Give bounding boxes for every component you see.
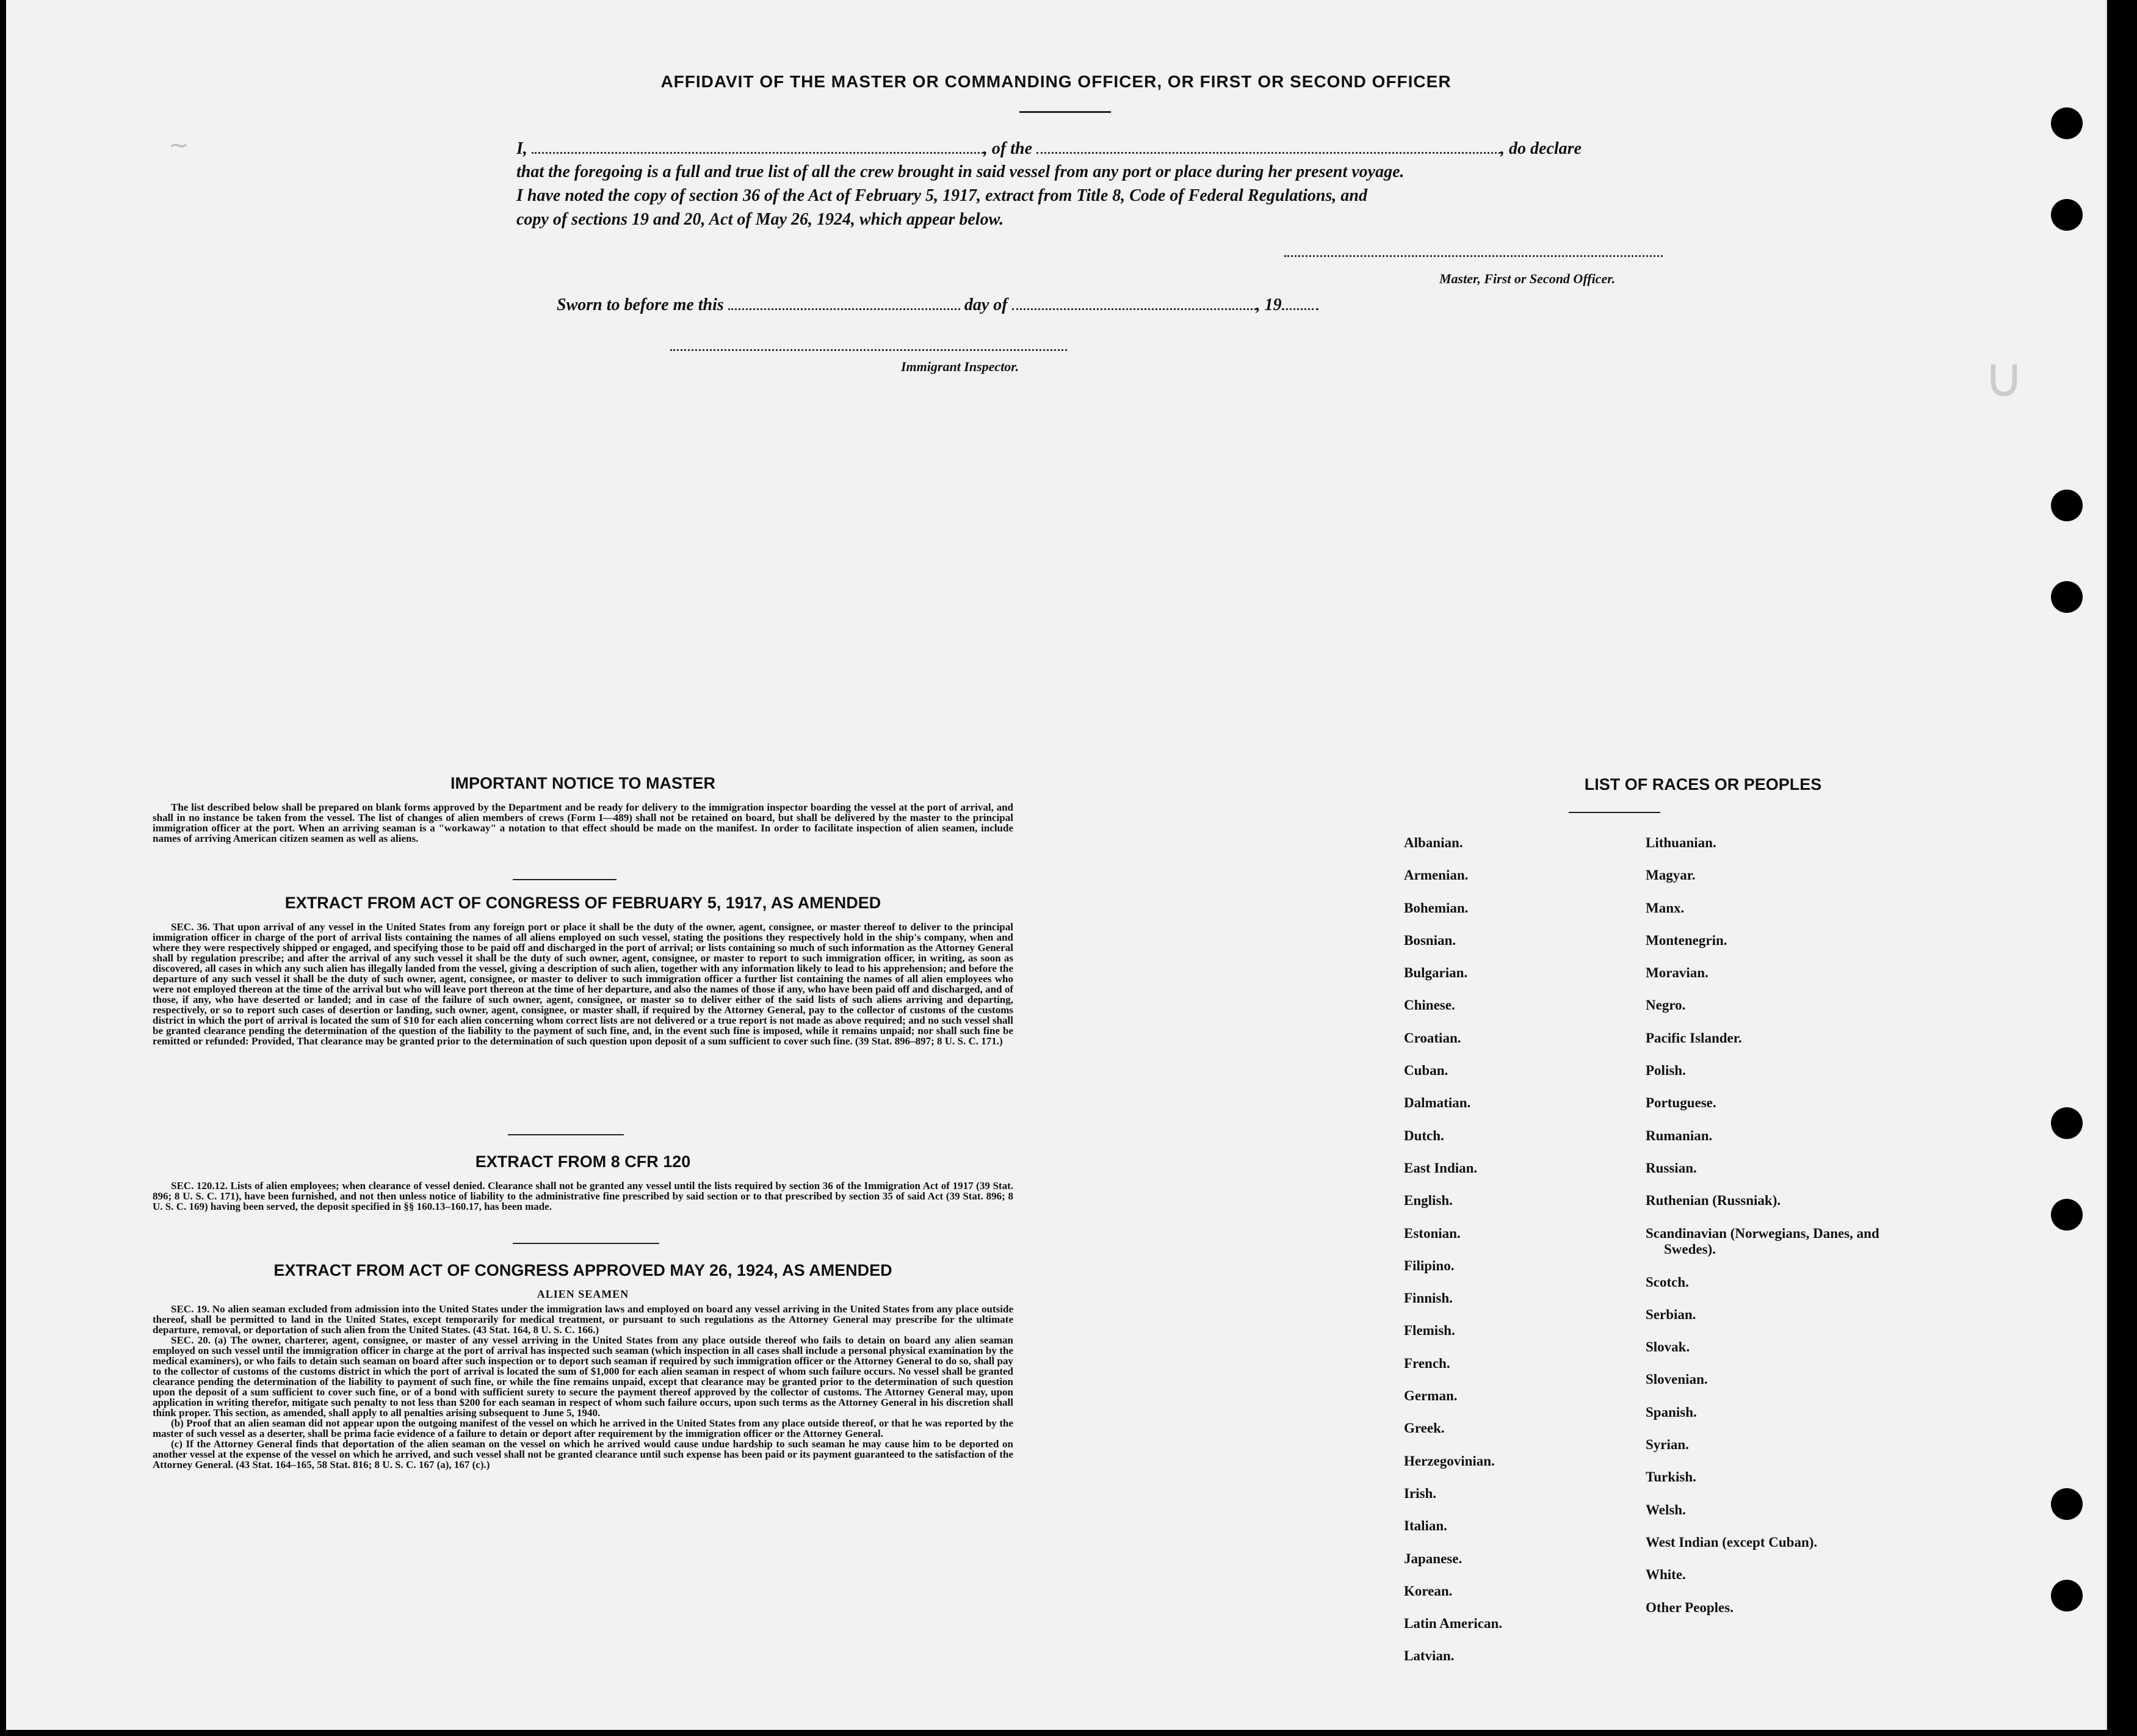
race-item: Bulgarian. [1404, 965, 1468, 981]
divider [1019, 111, 1111, 113]
race-item: Estonian. [1404, 1225, 1461, 1241]
race-item: Lithuanian. [1646, 835, 1716, 850]
sec-20a-text: SEC. 20. (a) The owner, charterer, agent, consignee, or master of any vessel arriving in the United States from any place outside thereof who fails to detain on board any alien seaman employed on such vessel until the immigration officer in charge at the port of arrival has inspected such seaman (which inspection in all cases shall include a personal physical examination by the medical examiners), or who fails to detain such seaman on board after such inspection or to deport such seaman if required by such immigration officer or the Attorney General to do so, shall pay to the collector of customs of the customs district in which the port of arrival is located the sum of $1,000 for each alien seaman in respect of whom such failure occurs. No vessel shall be granted clearance pending the determination of the liability to payment of such fine, or while the fine remains unpaid, except that clearance may be granted prior to the determination of such question upon the deposit of a sum sufficient to cover such fine, or of a bond with sufficient surety to secure the payment thereof approved by the collector of customs. The Attorney General may, upon application in writing therefor, mitigate such penalty to not less than $200 for each seaman in respect of whom such failure occurs, upon such terms as the Attorney General in his discretion shall think proper. This section, as amended, shall apply to all penalties arising subsequent to June 5, 1940. [153, 1334, 1013, 1419]
race-item: Irish. [1404, 1485, 1437, 1501]
race-item: White. [1646, 1567, 1686, 1583]
punch-hole [2051, 199, 2083, 231]
sworn-day-field[interactable] [728, 308, 960, 310]
extract-1917-title: EXTRACT FROM ACT OF CONGRESS OF FEBRUARY 5, 1917, AS AMENDED [284, 894, 881, 912]
race-item: Ruthenian (Russniak). [1646, 1193, 1781, 1209]
extract-1924-title: EXTRACT FROM ACT OF CONGRESS APPROVED MAY 26, 1924, AS AMENDED [273, 1261, 892, 1279]
punch-hole [2051, 490, 2083, 521]
race-item: Croatian. [1404, 1030, 1461, 1046]
affidavit-line-2: that the foregoing is a full and true list of all the crew brought in said vessel from any port or place during her present voyage. [516, 162, 1405, 181]
notice-body: The list described below shall be prepared on blank forms approved by the Department and be ready for delivery to the immigration inspector boarding the vessel at the port of arrival, and shall in no instance be taken from the vessel. The list of changes of alien members of crews (Form I—489) shall not be retained on board, but shall be delivered by the master to the principal immigration officer at the port. When an arriving seaman is a "workaway" a notation to that effect should be made on the manifest. In order to facilitate inspection of alien seamen, include names of arriving American citizen seamen as well as aliens. [153, 801, 1013, 844]
race-item: Latin American. [1404, 1616, 1502, 1632]
sworn-line [557, 295, 1318, 315]
extract-1924-body [153, 1304, 1013, 1470]
race-item: East Indian. [1404, 1160, 1478, 1176]
vessel-name-field[interactable] [1036, 152, 1500, 154]
race-item: Rumanian. [1646, 1127, 1713, 1143]
punch-hole [2051, 1199, 2083, 1231]
affidavit-line-1 [516, 139, 1670, 159]
race-item: Greek. [1404, 1420, 1445, 1436]
of-the-label: , of the [983, 139, 1033, 158]
affidavit-line-3: I have noted the copy of section 36 of the Act of February 5, 1917, extract from Title 8, Code of Federal Regulations, and [516, 186, 1367, 205]
races-right-column [1646, 826, 1951, 1624]
master-signature-label: Master, First or Second Officer. [1439, 271, 1616, 286]
race-item: Polish. [1646, 1063, 1686, 1079]
race-item: Japanese. [1404, 1550, 1463, 1566]
declarant-prefix: I, [516, 139, 527, 158]
punch-hole [2051, 1107, 2083, 1139]
race-item: Magyar. [1646, 867, 1696, 883]
race-item: Negro. [1646, 997, 1686, 1013]
races-title: LIST OF RACES OR PEOPLES [1584, 775, 1822, 794]
race-item: West Indian (except Cuban). [1646, 1534, 1818, 1550]
race-item: Dalmatian. [1404, 1095, 1471, 1111]
race-item: Spanish. [1646, 1404, 1697, 1420]
race-item: Scandinavian (Norwegians, Danes, and Swedes). [1646, 1225, 1879, 1257]
races-left-column [1404, 826, 1636, 1673]
race-item: Slovenian. [1646, 1372, 1708, 1387]
sec-19-text: SEC. 19. No alien seaman excluded from admission into the United States under the immigration laws and employed on board any vessel arriving in the United States from any place outside thereof, shall be permitted to land in the United States, except temporarily for medical treatment, or pursuant to such regulations as the Attorney General may prescribe for the ultimate departure, removal, or deportation of such alien from the United States. (43 Stat. 164, 8 U. S. C. 166.) [153, 1303, 1013, 1336]
sworn-year-label: , 19 [1256, 295, 1282, 314]
race-item: Italian. [1404, 1518, 1447, 1534]
race-item: Moravian. [1646, 965, 1709, 981]
race-item: French. [1404, 1355, 1450, 1371]
race-item: Korean. [1404, 1583, 1453, 1599]
inspector-signature-field[interactable] [670, 349, 1067, 351]
race-item: Montenegrin. [1646, 932, 1727, 948]
race-item: Syrian. [1646, 1437, 1689, 1453]
race-item: Serbian. [1646, 1306, 1696, 1322]
race-item: Welsh. [1646, 1502, 1686, 1517]
race-item: Bohemian. [1404, 900, 1469, 916]
form-sheet [6, 0, 2107, 1730]
punch-hole [2051, 581, 2083, 613]
race-item: Portuguese. [1646, 1095, 1716, 1111]
sworn-year-field[interactable] [1282, 308, 1318, 310]
race-item: Chinese. [1404, 997, 1455, 1013]
race-item: Other Peoples. [1646, 1599, 1734, 1615]
race-item: Armenian. [1404, 867, 1469, 883]
race-item: English. [1404, 1193, 1453, 1209]
race-item: Latvian. [1404, 1648, 1455, 1664]
punch-hole [2051, 1580, 2083, 1611]
declarant-name-field[interactable] [532, 152, 983, 154]
race-item: Slovak. [1646, 1339, 1690, 1355]
sworn-day-label: day of [964, 295, 1008, 314]
extract-1917-body: SEC. 36. That upon arrival of any vessel in the United States from any foreign port or place it shall be the duty of the owner, agent, consignee, or master thereof to deliver to the principal immigration officer in charge of the port of arrival lists containing the names of all aliens employed on such vessel, stating the positions they respectively hold in the ship's company, when and where they were respectively shipped or engaged, and specifying those to be paid off and discharged in the port of arrival; or lists containing so much of such information as the Attorney General shall by regulation prescribe; and after the arrival of any such vessel it shall be the duty of such owner, agent, consignee, or master to report to such immigration officer, in writing, as soon as discovered, all cases in which any such alien has illegally landed from the vessel, giving a description of such alien, together with any information likely to lead to his apprehension; and before the departure of any such vessel it shall be the duty of such owner, agent, consignee, or master to deliver to such immigration officer a further list containing the names of all alien employees who were not employed thereon at the time of the arrival but who will leave port thereon at the time of her departure, and also the names of those if any, who have been paid off and discharged, and of those, if any, who have deserted or landed; and in case of the failure of such owner, agent, consignee, or master so to deliver either of the said lists of such aliens arriving and departing, respectively, or so to report such cases of desertion or landing, such owner, agent, consignee, or master shall, if required by the Attorney General, pay to the collector of customs of the customs district in which the port of arrival is located the sum of $10 for each alien concerning whom correct lists are not delivered or a true report is not made as above required; and no such vessel shall be granted clearance pending the determination of the question of the liability to the payment of such fine, and, in the event such fine is imposed, while it remains unpaid; nor shall such fine be remitted or refunded: Provided, That clearance may be granted prior to the determination of such question upon deposit of a sum sufficient to cover such fine. (39 Stat. 896–897; 8 U. S. C. 171.) [153, 921, 1013, 1047]
race-item: Russian. [1646, 1160, 1697, 1176]
race-item: Dutch. [1404, 1127, 1444, 1143]
notice-title: IMPORTANT NOTICE TO MASTER [450, 774, 715, 792]
punch-hole [2051, 107, 2083, 139]
race-item: German. [1404, 1388, 1458, 1404]
race-item: Scotch. [1646, 1274, 1689, 1290]
race-item: Albanian. [1404, 835, 1463, 850]
affidavit-line-4: copy of sections 19 and 20, Act of May 26, 1924, which appear below. [516, 210, 1004, 229]
punch-hole [2051, 1488, 2083, 1520]
affidavit-title: AFFIDAVIT OF THE MASTER OR COMMANDING OFFICER, OR FIRST OR SECOND OFFICER [660, 72, 1452, 91]
inspector-signature-label: Immigrant Inspector. [901, 359, 1019, 374]
declare-label: , do declare [1500, 139, 1582, 158]
divider [508, 1134, 624, 1135]
divider [1569, 812, 1660, 813]
extract-8cfr-title: EXTRACT FROM 8 CFR 120 [475, 1152, 691, 1171]
master-signature-field[interactable] [1284, 255, 1663, 257]
race-item: Pacific Islander. [1646, 1030, 1742, 1046]
divider [513, 879, 617, 880]
extract-1924-subtitle: ALIEN SEAMEN [537, 1288, 629, 1300]
divider [513, 1243, 659, 1244]
race-item: Filipino. [1404, 1257, 1455, 1273]
sec-20b-text: (b) Proof that an alien seaman did not appear upon the outgoing manifest of the vessel on which he arrived in the United States from any place outside thereof, or that he was reported by the master of such vessel as a deserter, shall be prima facie evidence of a failure to detain or deport after requirement by the immigration officer or the Attorney General. [153, 1417, 1013, 1439]
race-item: Manx. [1646, 900, 1685, 916]
sworn-month-field[interactable] [1012, 308, 1256, 310]
race-item: Flemish. [1404, 1323, 1455, 1339]
bleed-through-mark: ∪ [1984, 348, 2024, 408]
sworn-prefix: Sworn to before me this [557, 295, 724, 314]
race-item: Cuban. [1404, 1063, 1448, 1079]
sec-20c-text: (c) If the Attorney General finds that deportation of the alien seaman on the vessel on which he arrived would cause undue hardship to such seaman he may cause him to be deported on another vessel at the expense of the vessel on which he arrived, and such vessel shall not be granted clearance until such expense has been paid or its payment guaranteed to the satisfaction of the Attorney General. (43 Stat. 164–165, 58 Stat. 816; 8 U. S. C. 167 (a), 167 (c).) [153, 1438, 1013, 1470]
race-item: Turkish. [1646, 1469, 1696, 1485]
bleed-through-mark: ∼ [168, 131, 189, 159]
race-item: Herzegovinian. [1404, 1453, 1495, 1469]
race-item: Bosnian. [1404, 932, 1456, 948]
race-item: Finnish. [1404, 1290, 1453, 1306]
extract-8cfr-body: SEC. 120.12. Lists of alien employees; when clearance of vessel denied. Clearance shall not be granted any vessel until the lists required by section 36 of the Immigration Act of 1917 (39 Stat. 896; 8 U. S. C. 171), have been furnished, and not then unless notice of liability to the administrative fine prescribed by said section or to that prescribed by section 35 of said Act (39 Stat. 896; 8 U. S. C. 169) having been served, the deposit specified in §§ 160.13–160.17, has been made. [153, 1180, 1013, 1212]
